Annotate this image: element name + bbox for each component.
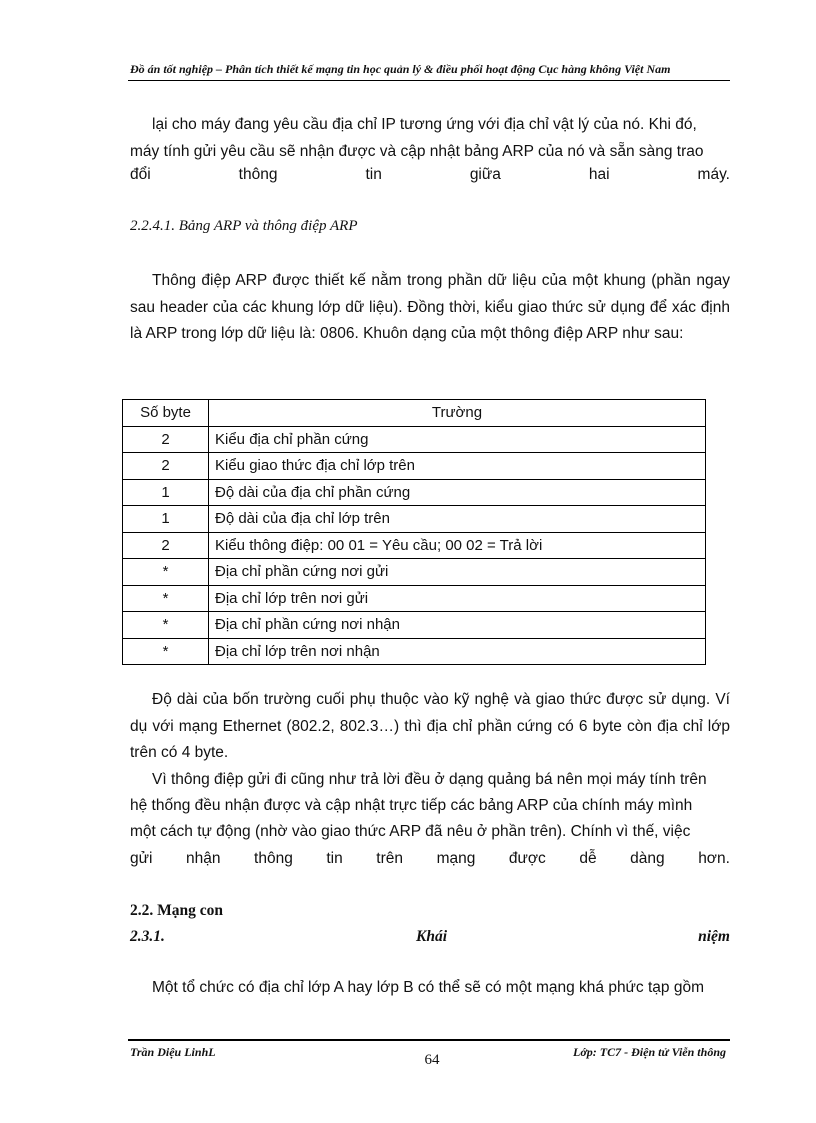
word: mạng (436, 850, 476, 867)
intro-line-3 (130, 166, 730, 184)
table-row (123, 585, 706, 612)
cell-field: Địa chỉ phần cứng nơi nhận (209, 612, 706, 639)
word: thông (238, 166, 278, 183)
cell-bytes: 2 (123, 453, 209, 480)
column-header-field: Trường (209, 400, 706, 427)
word: máy. (697, 166, 730, 183)
footer-rule (128, 1039, 730, 1041)
cell-field: Kiểu địa chỉ phần cứng (209, 426, 706, 453)
header-rule (128, 80, 730, 81)
cell-bytes: 2 (123, 532, 209, 559)
cell-field: Kiểu giao thức địa chỉ lớp trên (209, 453, 706, 480)
broadcast-line-4 (130, 850, 730, 868)
table-row (123, 479, 706, 506)
cell-bytes: * (123, 612, 209, 639)
intro-line-2: máy tính gửi yêu cầu sẽ nhận được và cập nhật bảng ARP của nó và sẵn sàng trao (130, 143, 704, 160)
word: thông (254, 850, 293, 867)
section-heading-22: 2.2. Mạng con (130, 902, 223, 919)
word: nhận (186, 850, 221, 867)
cell-field: Địa chỉ lớp trên nơi nhận (209, 638, 706, 665)
section-word: Khái (415, 928, 447, 945)
table-row (123, 638, 706, 665)
word: tin (326, 850, 343, 867)
word: hơn. (698, 850, 730, 867)
table-row (123, 453, 706, 480)
cell-bytes: * (123, 638, 209, 665)
broadcast-line-1: Vì thông điệp gửi đi cũng như trả lời đều ở dạng quảng bá nên mọi máy tính trên (152, 771, 707, 788)
cell-field: Độ dài của địa chỉ phần cứng (209, 479, 706, 506)
section-word: niệm (698, 928, 730, 945)
footer-author: Trần Diệu LinhL (130, 1045, 216, 1059)
cell-field: Độ dài của địa chỉ lớp trên (209, 506, 706, 533)
cell-bytes: 1 (123, 506, 209, 533)
section-number: 2.3.1. (130, 928, 165, 945)
table-row (123, 506, 706, 533)
word: được (508, 850, 546, 867)
cell-bytes: * (123, 559, 209, 586)
word: hai (588, 166, 610, 183)
cell-bytes: 1 (123, 479, 209, 506)
word: đổi (130, 166, 151, 183)
page-number: 64 (424, 1052, 440, 1068)
cell-field: Kiểu thông điệp: 00 01 = Yêu cầu; 00 02 = Trả lời (209, 532, 706, 559)
arp-format-table (122, 399, 706, 665)
footer-class-info: Lớp: TC7 - Điện tử Viễn thông (573, 1045, 726, 1059)
cell-bytes: * (123, 585, 209, 612)
paragraph-field-length: Độ dài của bốn trường cuối phụ thuộc vào kỹ nghệ và giao thức được sử dụng. Ví dụ với mạng Ethernet (802.2, 802.3…) thì địa chỉ phần cứng có 6 byte còn địa chỉ lớp trên có 4 byte. (130, 691, 730, 761)
word: dàng (630, 850, 665, 867)
paragraph-arp-message: Thông điệp ARP được thiết kế nằm trong phần dữ liệu của một khung (phần ngay sau header của các khung lớp dữ liệu). Đồng thời, kiểu giao thức sử dụng để xác định là ARP trong lớp dữ liệu là: 0806. Khuôn dạng của một thông điệp ARP như sau: (130, 272, 730, 342)
word: dễ (579, 850, 597, 867)
word: giữa (469, 166, 501, 183)
table-row (123, 532, 706, 559)
word: trên (376, 850, 404, 867)
column-header-bytes: Số byte (123, 400, 209, 427)
table-row (123, 559, 706, 586)
broadcast-line-3: một cách tự động (nhờ vào giao thức ARP đã nêu ở phần trên). Chính vì thế, việc (130, 823, 691, 840)
section-heading-2241: 2.2.4.1. Bảng ARP và thông điệp ARP (130, 218, 358, 234)
cell-field: Địa chỉ lớp trên nơi gửi (209, 585, 706, 612)
broadcast-line-2: hệ thống đều nhận được và cập nhật trực tiếp các bảng ARP của chính máy mình (130, 797, 693, 814)
section-heading-231 (130, 928, 730, 946)
table-row (123, 612, 706, 639)
cell-field: Địa chỉ phần cứng nơi gửi (209, 559, 706, 586)
page-header-title: Đồ án tốt nghiệp – Phân tích thiết kế mạng tin học quản lý & điều phối hoạt động Cục hàng không Việt Nam (130, 62, 671, 76)
table-header-row (123, 400, 706, 427)
word: gửi (130, 850, 153, 867)
table-row (123, 426, 706, 453)
cell-bytes: 2 (123, 426, 209, 453)
word: tin (365, 166, 382, 183)
paragraph-subnet: Một tổ chức có địa chỉ lớp A hay lớp B có thể sẽ có một mạng khá phức tạp gồm (152, 979, 704, 996)
intro-line-1: lại cho máy đang yêu cầu địa chỉ IP tương ứng với địa chỉ vật lý của nó. Khi đó, (152, 116, 697, 133)
